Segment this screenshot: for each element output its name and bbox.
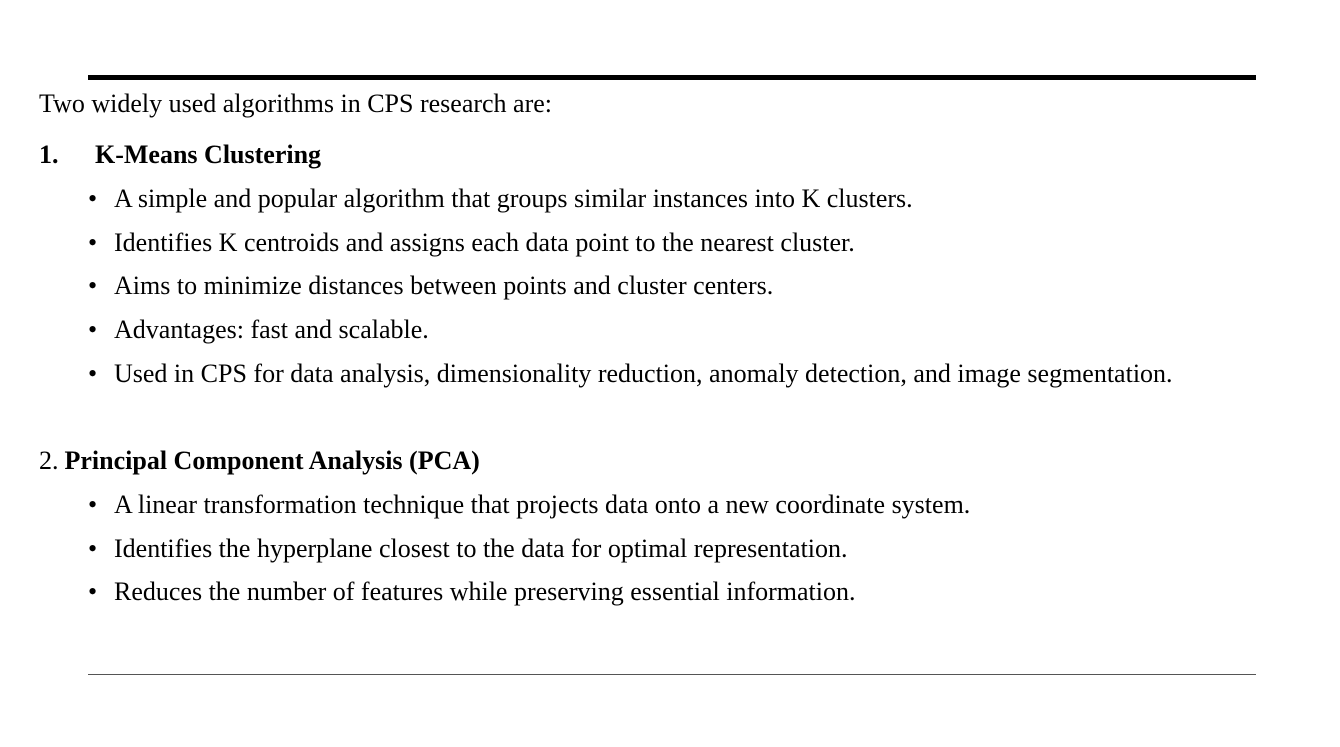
list-item	[88, 225, 1188, 261]
list-item	[88, 268, 1188, 304]
bullet-icon: •	[88, 227, 98, 257]
list-item	[88, 181, 1188, 217]
bullet-icon: •	[88, 184, 98, 213]
bullet-icon: •	[88, 490, 98, 519]
list-item-text: Aims to minimize distances between points and cluster centers.	[114, 271, 774, 301]
list-item-text: Identifies the hyperplane closest to the data for optimal representation.	[114, 533, 848, 563]
list-item-text: A linear transformation technique that projects data onto a new coordinate system.	[114, 490, 971, 519]
section-number: 1.	[39, 140, 59, 169]
list-item-text: Used in CPS for data analysis, dimensionality reduction, anomaly detection, and image segmentation.	[114, 358, 1173, 388]
list-item-text: A simple and popular algorithm that groups similar instances into K clusters.	[114, 184, 913, 213]
intro-text: Two widely used algorithms in CPS research are:	[39, 89, 553, 118]
list-item-text: Reduces the number of features while preserving essential information.	[114, 577, 856, 607]
list-item-text: Identifies K centroids and assigns each data point to the nearest cluster.	[114, 227, 855, 257]
list-item	[88, 487, 1188, 523]
bullet-icon: •	[88, 271, 98, 301]
kmeans-bullet-list	[88, 181, 1188, 399]
list-item	[88, 531, 1188, 567]
section-heading-kmeans	[39, 137, 321, 173]
list-item	[88, 574, 1188, 610]
bullet-icon: •	[88, 315, 98, 345]
top-rule	[88, 75, 1256, 80]
bullet-icon: •	[88, 358, 98, 388]
section-heading-pca	[39, 443, 480, 479]
bullet-icon: •	[88, 577, 98, 607]
list-item	[88, 312, 1188, 348]
bullet-icon: •	[88, 533, 98, 563]
section-number: 2.	[39, 446, 59, 475]
section-title: Principal Component Analysis (PCA)	[64, 446, 480, 475]
pca-bullet-list	[88, 487, 1188, 618]
list-item-text: Advantages: fast and scalable.	[114, 315, 429, 345]
bottom-rule	[88, 674, 1256, 675]
section-title: K-Means Clustering	[95, 140, 322, 169]
list-item	[88, 356, 1188, 392]
